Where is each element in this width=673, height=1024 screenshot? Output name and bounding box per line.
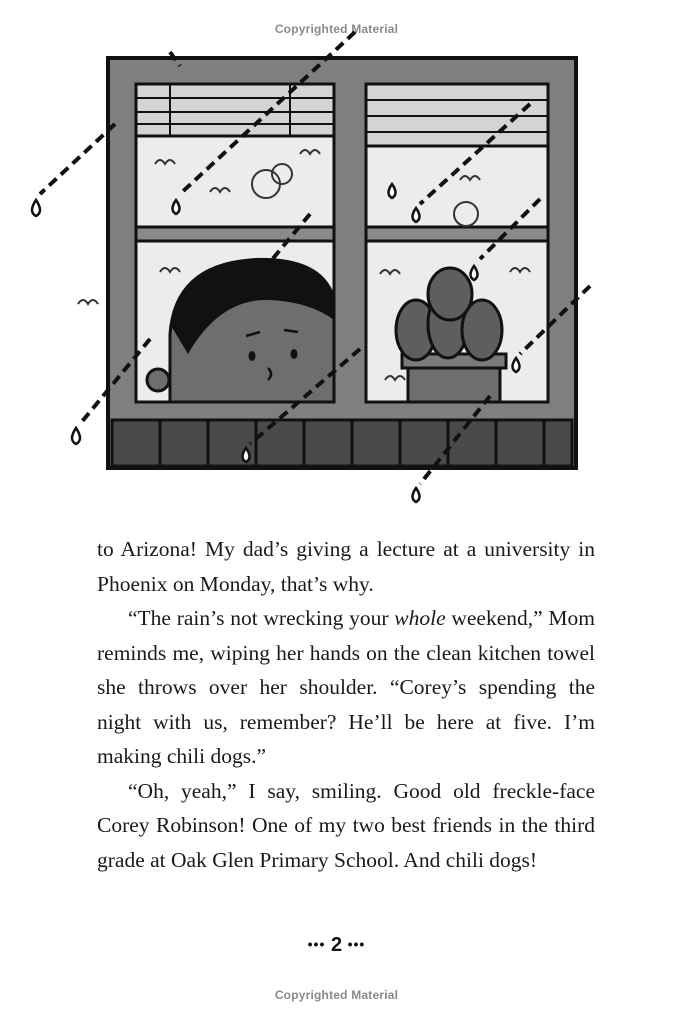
paragraph-2-start: “The rain’s not wrecking your xyxy=(128,606,395,630)
story-text xyxy=(97,532,595,877)
paragraph-3: “Oh, yeah,” I say, smiling. Good old freckle-face Corey Robinson! One of my two best friends in the third grade at Oak Glen Primary School. And chili dogs! xyxy=(97,778,595,872)
window-rain-illustration xyxy=(20,24,620,514)
page-number-right-ornament: ••• xyxy=(347,936,366,952)
paragraph-2-end: weekend,” Mom reminds me, wiping her hands on the clean kitchen towel she throws over her shoulder. “Corey’s spending the night with us, remember? He’ll be here at five. I’m making chili dogs.” xyxy=(97,606,595,768)
copyright-watermark-top: Copyrighted Material xyxy=(274,22,399,36)
left-mid-rail xyxy=(136,227,334,241)
page-number xyxy=(0,934,673,957)
page-number-value: 2 xyxy=(330,934,343,956)
copyright-watermark-bottom: Copyrighted Material xyxy=(274,988,399,1002)
page-number-left-ornament: ••• xyxy=(307,936,326,952)
window-sill xyxy=(112,420,572,466)
left-blind xyxy=(136,84,334,136)
right-mid-rail xyxy=(366,227,548,241)
paragraph-2 xyxy=(97,601,595,774)
paragraph-2-emphasis: whole xyxy=(394,606,446,630)
paragraph-1: to Arizona! My dad’s giving a lecture at a university in Phoenix on Monday, that’s why. xyxy=(97,537,595,596)
